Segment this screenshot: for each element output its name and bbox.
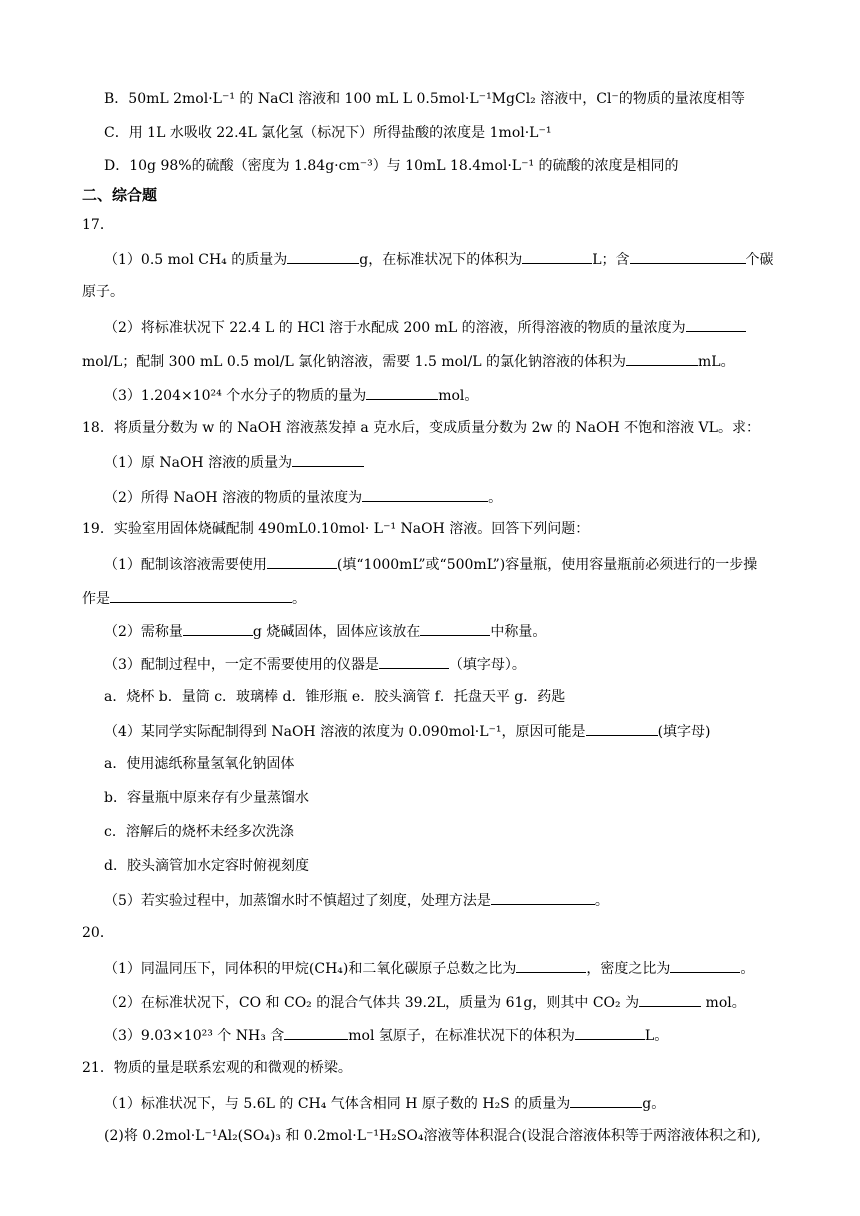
answer-blank[interactable] [366, 384, 438, 400]
section-title: 二、综合题 [82, 186, 158, 204]
answer-blank[interactable] [379, 653, 449, 669]
q17-part1-line1: （1）0.5 mol CH₄ 的质量为 g，在标准状况下的体积为 L；含 个碳 [104, 248, 774, 270]
answer-blank[interactable] [110, 587, 292, 603]
q18-part2: （2）所得 NaOH 溶液的物质的量浓度为 。 [104, 486, 502, 508]
answer-blank[interactable] [522, 248, 592, 264]
question-stem: 18．将质量分数为 w 的 NaOH 溶液蒸发掉 a 克水后，变成质量分数为 2w 的 NaOH 不饱和溶液 VL。求： [82, 420, 760, 436]
q19-part1-line2: 作是 。 [82, 587, 306, 609]
q17-part1-line2: 原子。 [82, 284, 124, 300]
q19-part3: （3）配制过程中，一定不需要使用的仪器是 （填字母）。 [104, 653, 526, 675]
q21-part1: （1）标准状况下，与 5.6L 的 CH₄ 气体含相同 H 原子数的 H₂S 的质量为 g。 [104, 1092, 665, 1114]
q19-option-d: d．胶头滴管加水定容时俯视刻度 [104, 858, 309, 874]
answer-blank[interactable] [586, 720, 658, 736]
q17-part2-line2: mol/L；配制 300 mL 0.5 mol/L 氯化钠溶液，需要 1.5 mol/L 的氯化钠溶液的体积为 mL。 [82, 350, 735, 372]
q19-part4: （4）某同学实际配制得到 NaOH 溶液的浓度为 0.090mol·L⁻¹，原因可能是 (填字母) [104, 720, 711, 742]
answer-blank[interactable] [639, 991, 701, 1007]
answer-blank[interactable] [287, 248, 359, 264]
answer-blank[interactable] [284, 1024, 348, 1040]
q19-part5: （5）若实验过程中，加蒸馏水时不慎超过了刻度，处理方法是 。 [104, 889, 609, 911]
question-number: 17． [82, 217, 114, 233]
answer-blank[interactable] [292, 451, 364, 467]
q21-part2: (2)将 0.2mol·L⁻¹Al₂(SO₄)₃ 和 0.2mol·L⁻¹H₂SO₄溶液等体积混合(设混合溶液体积等于两溶液体积之和), [104, 1128, 761, 1144]
answer-blank[interactable] [267, 553, 337, 569]
answer-blank[interactable] [570, 1092, 642, 1108]
option-b: B．50mL 2mol·L⁻¹ 的 NaCl 溶液和 100 mL L 0.5mol·L⁻¹MgCl₂ 溶液中，Cl⁻的物质的量浓度相等 [104, 91, 745, 107]
answer-blank[interactable] [626, 350, 698, 366]
answer-blank[interactable] [575, 1024, 645, 1040]
question-stem: 21．物质的量是联系宏观的和微观的桥梁。 [82, 1060, 352, 1076]
q20-part1: （1）同温同压下，同体积的甲烷(CH₄)和二氧化碳原子总数之比为 ，密度之比为 。 [104, 957, 754, 979]
question-stem: 19．实验室用固体烧碱配制 490mL0.10mol· L⁻¹ NaOH 溶液。回答下列问题： [82, 521, 590, 537]
q20-part2: （2）在标准状况下，CO 和 CO₂ 的混合气体共 39.2L，质量为 61g，则其中 CO₂ 为 mol。 [104, 991, 746, 1013]
q19-option-b: b．容量瓶中原来存有少量蒸馏水 [104, 790, 309, 806]
q17-part3: （3）1.204×10²⁴ 个水分子的物质的量为 mol。 [104, 384, 478, 406]
answer-blank[interactable] [630, 248, 746, 264]
answer-blank[interactable] [183, 620, 253, 636]
answer-blank[interactable] [516, 957, 586, 973]
q19-part2: （2）需称量 g 烧碱固体，固体应该放在 中称量。 [104, 620, 546, 642]
q18-part1: （1）原 NaOH 溶液的质量为 [104, 451, 364, 473]
answer-blank[interactable] [362, 486, 488, 502]
answer-blank[interactable] [670, 957, 740, 973]
option-d: D．10g 98%的硫酸（密度为 1.84g·cm⁻³）与 10mL 18.4mol·L⁻¹ 的硫酸的浓度是相同的 [104, 158, 679, 174]
question-number: 20． [82, 925, 114, 941]
q19-option-a: a．使用滤纸称量氢氧化钠固体 [104, 756, 295, 772]
answer-blank[interactable] [420, 620, 490, 636]
q19-option-c: c．溶解后的烧杯未经多次洗涤 [104, 824, 294, 840]
q17-part2-line1: （2）将标准状况下 22.4 L 的 HCl 溶于水配成 200 mL 的溶液，所得溶液的物质的量浓度为 [104, 316, 746, 338]
option-c: C．用 1L 水吸收 22.4L 氯化氢（标况下）所得盐酸的浓度是 1mol·L⁻¹ [104, 125, 552, 141]
q20-part3: （3）9.03×10²³ 个 NH₃ 含 mol 氢原子，在标准状况下的体积为 L。 [104, 1024, 668, 1046]
answer-blank[interactable] [491, 889, 595, 905]
answer-blank[interactable] [686, 316, 746, 332]
q19-part3-options: a．烧杯 b．量筒 c．玻璃棒 d．锥形瓶 e．胶头滴管 f．托盘天平 g．药匙 [104, 689, 566, 705]
q19-part1-line1: （1）配制该溶液需要使用 (填“1000mL”或“500mL”)容量瓶，使用容量瓶前必须进行的一步操 [104, 553, 757, 575]
